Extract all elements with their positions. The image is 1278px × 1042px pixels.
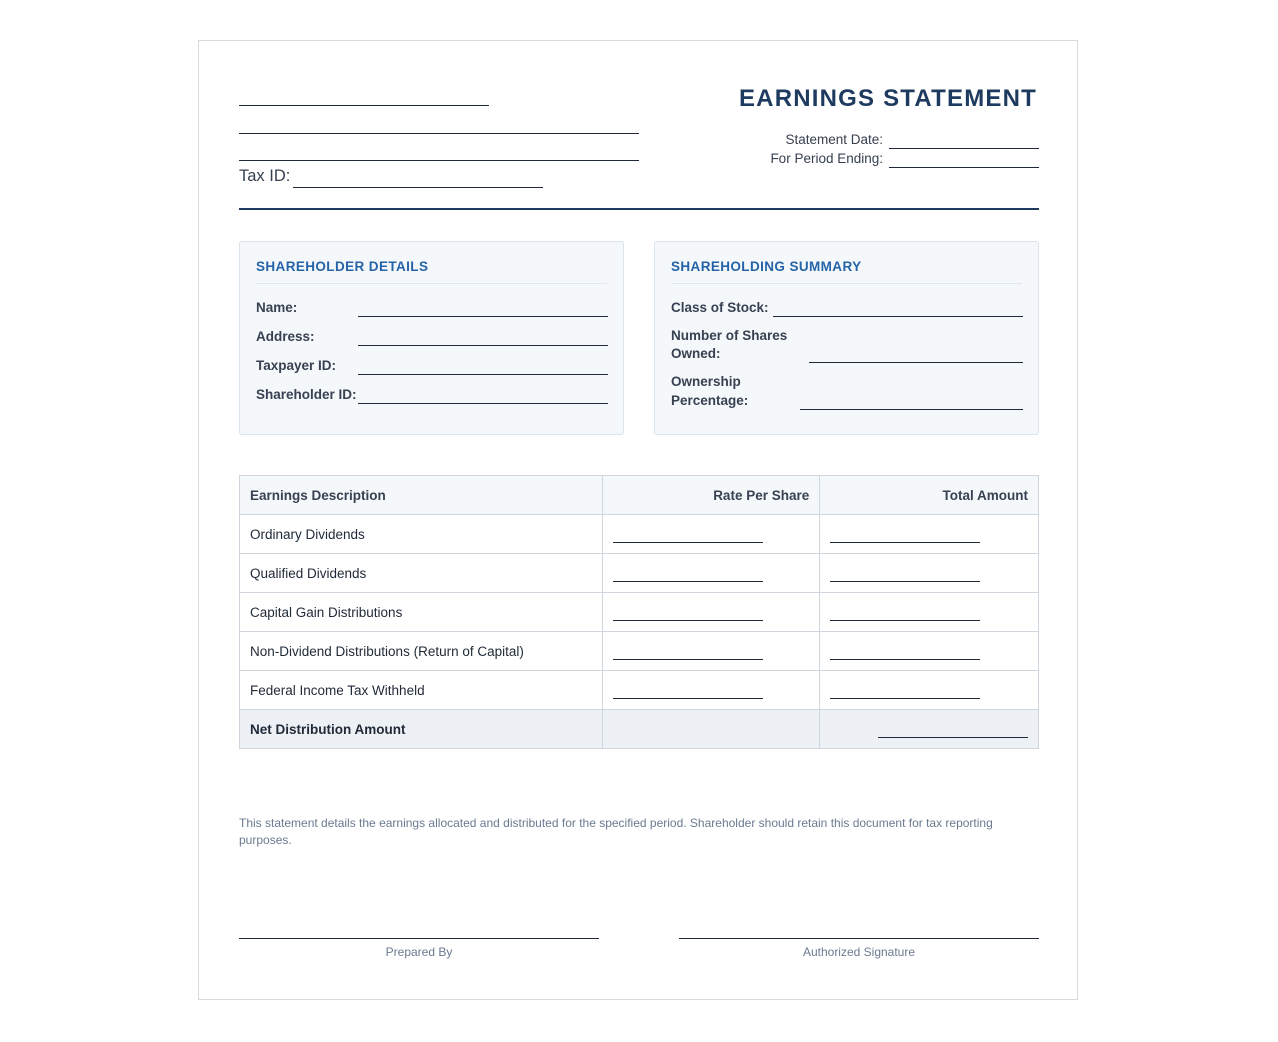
table-row [240,632,1039,671]
column-header-total: Total Amount [820,476,1039,515]
net-distribution-line[interactable] [878,737,1028,738]
rate-line[interactable] [613,659,763,660]
earnings-table [239,475,1039,749]
prepared-by-label: Prepared By [385,945,453,959]
ownership-percentage-line[interactable] [800,409,1023,410]
rate-line[interactable] [613,542,763,543]
total-line[interactable] [830,620,980,621]
ownership-label-line2: Percentage: [671,393,749,408]
total-line[interactable] [830,659,980,660]
statement-note: This statement details the earnings allocated and distributed for the specified period. Shareholder should retain this document for tax reporting purposes. [239,816,993,847]
rate-cell[interactable] [602,593,820,632]
statement-date-label: Statement Date: [785,132,883,147]
total-line[interactable] [830,581,980,582]
shareholder-details-box [239,241,624,435]
total-line[interactable] [830,698,980,699]
authorized-signature-label: Authorized Signature [802,945,916,959]
total-cell[interactable] [820,554,1039,593]
row-description: Ordinary Dividends [240,515,603,554]
net-distribution-cell[interactable] [820,710,1039,749]
row-description: Qualified Dividends [240,554,603,593]
prepared-by-line[interactable] [239,938,599,939]
rate-cell[interactable] [602,554,820,593]
row-description: Capital Gain Distributions [240,593,603,632]
page-title: EARNINGS STATEMENT [738,85,1037,112]
header-divider [239,208,1039,210]
period-ending-label: For Period Ending: [770,151,883,166]
net-distribution-label: Net Distribution Amount [240,710,603,749]
rate-line[interactable] [613,698,763,699]
rate-cell[interactable] [602,515,820,554]
tax-id-label: Tax ID: [239,167,291,185]
rate-line[interactable] [613,581,763,582]
rate-line[interactable] [613,620,763,621]
shareholding-summary-box [654,241,1039,435]
total-cell[interactable] [820,671,1039,710]
column-header-description: Earnings Description [240,476,603,515]
earnings-statement-document [198,40,1078,1000]
table-row [240,554,1039,593]
company-address-line-1[interactable] [239,133,639,134]
total-cell[interactable] [820,593,1039,632]
rate-cell[interactable] [602,632,820,671]
name-label: Name: [256,300,298,315]
tax-id-line[interactable] [293,187,543,188]
box-divider [671,283,1022,284]
table-header-row [240,476,1039,515]
box-divider [256,283,607,284]
shareholder-details-title: SHAREHOLDER DETAILS [256,259,429,274]
shareholding-summary-title: SHAREHOLDING SUMMARY [671,259,862,274]
company-address-line-2[interactable] [239,160,639,161]
row-description: Non-Dividend Distributions (Return of Capital) [240,632,603,671]
company-name-line[interactable] [239,105,489,106]
authorized-signature-line[interactable] [679,938,1039,939]
table-row [240,593,1039,632]
total-cell[interactable] [820,632,1039,671]
total-line[interactable] [830,542,980,543]
net-distribution-row [240,710,1039,749]
class-of-stock-line[interactable] [773,316,1023,317]
column-header-rate: Rate Per Share [602,476,820,515]
shares-owned-line[interactable] [809,362,1023,363]
address-line[interactable] [358,345,608,346]
row-description: Federal Income Tax Withheld [240,671,603,710]
address-label: Address: [256,329,315,344]
shareholder-id-label: Shareholder ID: [256,387,357,402]
name-line[interactable] [358,316,608,317]
statement-date-line[interactable] [889,148,1039,149]
table-row [240,671,1039,710]
ownership-label-line1: Ownership [671,374,741,389]
taxpayer-id-label: Taxpayer ID: [256,358,337,373]
period-ending-line[interactable] [889,167,1039,168]
shares-owned-label-line2: Owned: [671,346,721,361]
rate-cell[interactable] [602,671,820,710]
taxpayer-id-line[interactable] [358,374,608,375]
shareholder-id-line[interactable] [358,403,608,404]
shares-owned-label-line1: Number of Shares [671,328,788,343]
class-of-stock-label: Class of Stock: [671,300,769,315]
total-cell[interactable] [820,515,1039,554]
table-row [240,515,1039,554]
empty-cell [602,710,820,749]
